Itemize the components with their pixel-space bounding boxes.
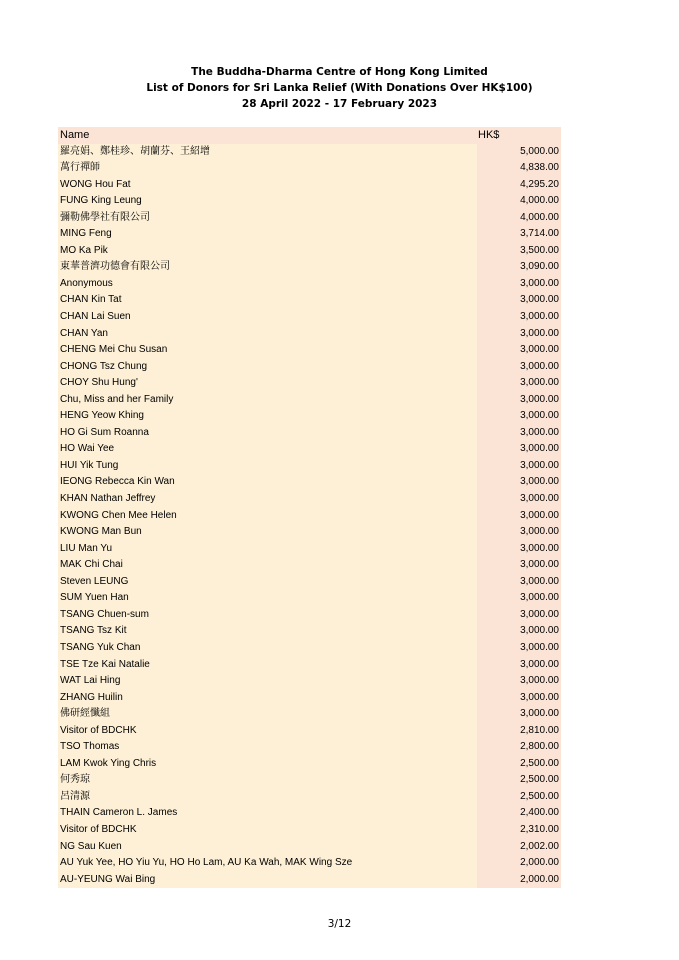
donation-amount: 3,000.00 <box>477 508 561 525</box>
donor-name: LAM Kwok Ying Chris <box>58 756 477 773</box>
table-row <box>58 177 561 194</box>
donor-name: KWONG Man Bun <box>58 524 477 541</box>
column-header-name: Name <box>58 127 477 144</box>
table-row <box>58 491 561 508</box>
donation-amount: 3,500.00 <box>477 243 561 260</box>
table-row <box>58 309 561 326</box>
table-row <box>58 839 561 856</box>
donation-amount: 3,000.00 <box>477 276 561 293</box>
donor-name: MO Ka Pik <box>58 243 477 260</box>
table-row <box>58 657 561 674</box>
donor-name: Visitor of BDCHK <box>58 723 477 740</box>
donor-name: ZHANG Huilin <box>58 690 477 707</box>
donor-table <box>58 127 561 888</box>
donation-amount: 3,000.00 <box>477 441 561 458</box>
table-row <box>58 574 561 591</box>
donor-name: NG Sau Kuen <box>58 839 477 856</box>
table-row <box>58 326 561 343</box>
donation-amount: 2,500.00 <box>477 756 561 773</box>
table-row <box>58 557 561 574</box>
table-row <box>58 210 561 227</box>
page-number: 3/12 <box>327 918 352 930</box>
donation-amount: 4,000.00 <box>477 193 561 210</box>
donation-amount: 3,000.00 <box>477 458 561 475</box>
donation-amount: 3,000.00 <box>477 292 561 309</box>
donor-name: FUNG King Leung <box>58 193 477 210</box>
donor-name: TSANG Yuk Chan <box>58 640 477 657</box>
donation-amount: 5,000.00 <box>477 144 561 161</box>
donor-name: CHOY Shu Hung' <box>58 375 477 392</box>
donor-name: TSANG Tsz Kit <box>58 623 477 640</box>
donation-amount: 2,810.00 <box>477 723 561 740</box>
document-header <box>0 64 679 112</box>
table-row <box>58 640 561 657</box>
date-range: 28 April 2022 - 17 February 2023 <box>241 98 438 110</box>
table-row <box>58 756 561 773</box>
donor-name: WONG Hou Fat <box>58 177 477 194</box>
donation-amount: 2,500.00 <box>477 789 561 806</box>
donation-amount: 3,000.00 <box>477 590 561 607</box>
donation-amount: 2,310.00 <box>477 822 561 839</box>
donation-amount: 3,714.00 <box>477 226 561 243</box>
donation-amount: 3,000.00 <box>477 524 561 541</box>
table-row <box>58 243 561 260</box>
donor-name: HENG Yeow Khing <box>58 408 477 425</box>
donation-amount: 2,800.00 <box>477 739 561 756</box>
list-title: List of Donors for Sri Lanka Relief (With Donations Over HK$100) <box>146 82 533 94</box>
donation-amount: 3,000.00 <box>477 474 561 491</box>
donation-amount: 3,000.00 <box>477 491 561 508</box>
donation-amount: 3,000.00 <box>477 375 561 392</box>
donation-amount: 3,000.00 <box>477 657 561 674</box>
donor-name: 彌勒佛學社有限公司 <box>58 210 477 227</box>
donation-amount: 2,000.00 <box>477 872 561 889</box>
donor-name: KWONG Chen Mee Helen <box>58 508 477 525</box>
table-row <box>58 855 561 872</box>
organization-title: The Buddha-Dharma Centre of Hong Kong Limited <box>191 66 488 78</box>
donor-name: MAK Chi Chai <box>58 557 477 574</box>
table-row <box>58 706 561 723</box>
table-row <box>58 822 561 839</box>
donor-name: CHENG Mei Chu Susan <box>58 342 477 359</box>
donor-name: MING Feng <box>58 226 477 243</box>
donor-name: CHAN Lai Suen <box>58 309 477 326</box>
table-row <box>58 739 561 756</box>
donation-amount: 3,000.00 <box>477 623 561 640</box>
table-row <box>58 292 561 309</box>
table-row <box>58 524 561 541</box>
donation-amount: 2,400.00 <box>477 805 561 822</box>
column-header-amount: HK$ <box>477 127 561 144</box>
donor-name: TSE Tze Kai Natalie <box>58 657 477 674</box>
table-row <box>58 160 561 177</box>
donor-name: Anonymous <box>58 276 477 293</box>
donor-name: IEONG Rebecca Kin Wan <box>58 474 477 491</box>
donor-name: 佛研經懺組 <box>58 706 477 723</box>
donor-name: CHAN Kin Tat <box>58 292 477 309</box>
table-row <box>58 392 561 409</box>
table-row <box>58 541 561 558</box>
table-row <box>58 623 561 640</box>
table-row <box>58 458 561 475</box>
donor-name: HUI Yik Tung <box>58 458 477 475</box>
donor-name: TSANG Chuen-sum <box>58 607 477 624</box>
donor-name: CHONG Tsz Chung <box>58 359 477 376</box>
donation-amount: 3,000.00 <box>477 574 561 591</box>
donor-name: HO Gi Sum Roanna <box>58 425 477 442</box>
donor-name: KHAN Nathan Jeffrey <box>58 491 477 508</box>
table-row <box>58 607 561 624</box>
donation-amount: 4,838.00 <box>477 160 561 177</box>
donor-name: WAT Lai Hing <box>58 673 477 690</box>
table-row <box>58 673 561 690</box>
donation-amount: 3,000.00 <box>477 425 561 442</box>
donation-amount: 3,000.00 <box>477 392 561 409</box>
donor-name: THAIN Cameron L. James <box>58 805 477 822</box>
donor-name: SUM Yuen Han <box>58 590 477 607</box>
donation-amount: 3,000.00 <box>477 607 561 624</box>
donation-amount: 3,000.00 <box>477 640 561 657</box>
donation-amount: 3,000.00 <box>477 706 561 723</box>
donation-amount: 4,295.20 <box>477 177 561 194</box>
donor-name: 呂清源 <box>58 789 477 806</box>
donation-amount: 3,000.00 <box>477 309 561 326</box>
table-row <box>58 359 561 376</box>
donation-amount: 2,000.00 <box>477 855 561 872</box>
donation-amount: 3,000.00 <box>477 541 561 558</box>
table-row <box>58 259 561 276</box>
donation-amount: 3,000.00 <box>477 690 561 707</box>
table-row <box>58 342 561 359</box>
donor-name: Steven LEUNG <box>58 574 477 591</box>
donation-amount: 3,000.00 <box>477 673 561 690</box>
donor-name: AU Yuk Yee, HO Yiu Yu, HO Ho Lam, AU Ka Wah, MAK Wing Sze <box>58 855 477 872</box>
donation-amount: 2,002.00 <box>477 839 561 856</box>
donor-name: AU-YEUNG Wai Bing <box>58 872 477 889</box>
donation-amount: 3,000.00 <box>477 408 561 425</box>
table-header-row <box>58 127 561 144</box>
donation-amount: 3,090.00 <box>477 259 561 276</box>
table-row <box>58 805 561 822</box>
table-row <box>58 474 561 491</box>
donor-name: Visitor of BDCHK <box>58 822 477 839</box>
donor-name: 何秀琼 <box>58 772 477 789</box>
table-row <box>58 425 561 442</box>
table-row <box>58 789 561 806</box>
donation-amount: 4,000.00 <box>477 210 561 227</box>
donor-name: Chu, Miss and her Family <box>58 392 477 409</box>
donation-amount: 3,000.00 <box>477 342 561 359</box>
donor-name: 羅亮娟、鄭桂珍、胡蘭芬、王紹增 <box>58 144 477 161</box>
table-row <box>58 723 561 740</box>
donation-amount: 3,000.00 <box>477 557 561 574</box>
donation-amount: 3,000.00 <box>477 326 561 343</box>
donor-name: 萬行禪師 <box>58 160 477 177</box>
table-row <box>58 772 561 789</box>
table-row <box>58 408 561 425</box>
donation-amount: 3,000.00 <box>477 359 561 376</box>
table-row <box>58 144 561 161</box>
table-row <box>58 690 561 707</box>
donor-name: 東華普濟功德會有限公司 <box>58 259 477 276</box>
table-row <box>58 508 561 525</box>
donor-name: HO Wai Yee <box>58 441 477 458</box>
donor-name: CHAN Yan <box>58 326 477 343</box>
donor-name: TSO Thomas <box>58 739 477 756</box>
table-row <box>58 226 561 243</box>
table-row <box>58 375 561 392</box>
table-row <box>58 276 561 293</box>
donation-amount: 2,500.00 <box>477 772 561 789</box>
donor-name: LIU Man Yu <box>58 541 477 558</box>
table-row <box>58 872 561 889</box>
table-row <box>58 193 561 210</box>
table-row <box>58 590 561 607</box>
table-row <box>58 441 561 458</box>
